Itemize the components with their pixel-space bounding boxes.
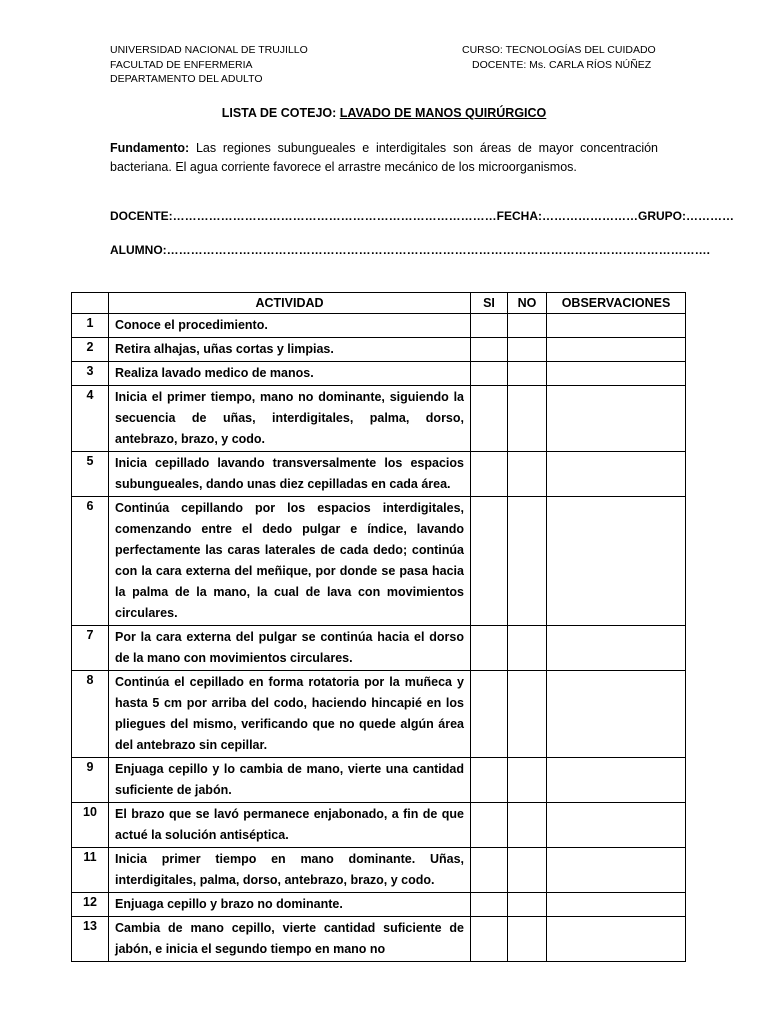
row-number: 4 [72,386,109,452]
fundamento-paragraph [110,139,658,177]
row-si-cell[interactable] [471,452,508,497]
department-name: DEPARTAMENTO DEL ADULTO [110,73,263,85]
table-row [72,671,686,758]
row-si-cell[interactable] [471,626,508,671]
table-row [72,338,686,362]
header-no: NO [508,293,547,314]
row-si-cell[interactable] [471,758,508,803]
teacher-name: DOCENTE: Ms. CARLA RÍOS NÚÑEZ [472,58,652,71]
faculty-name: FACULTAD DE ENFERMERIA [110,58,253,71]
table-row [72,848,686,893]
header-right [462,43,656,72]
row-observaciones-cell[interactable] [547,452,686,497]
row-no-cell[interactable] [508,671,547,758]
row-number: 3 [72,362,109,386]
row-si-cell[interactable] [471,803,508,848]
table-row [72,758,686,803]
row-no-cell[interactable] [508,758,547,803]
row-activity: Por la cara externa del pulgar se continúa hacia el dorso de la mano con movimientos circulares. [109,626,471,671]
row-no-cell[interactable] [508,803,547,848]
row-number: 10 [72,803,109,848]
row-si-cell[interactable] [471,314,508,338]
row-si-cell[interactable] [471,893,508,917]
row-si-cell[interactable] [471,338,508,362]
table-row [72,893,686,917]
row-number: 9 [72,758,109,803]
row-activity: Continúa el cepillado en forma rotatoria por la muñeca y hasta 5 cm por arriba del codo, haciendo hincapié en los pliegues del mismo, verificando que no quede algún área del antebrazo sin cepillar. [109,671,471,758]
row-observaciones-cell[interactable] [547,314,686,338]
row-observaciones-cell[interactable] [547,338,686,362]
table-row [72,497,686,626]
row-no-cell[interactable] [508,626,547,671]
table-row [72,803,686,848]
docente-fecha-grupo-line: DOCENTE:………………………………………………………………………FECHA:……………………GRUPO:………… [110,209,734,223]
row-activity: Enjuaga cepillo y brazo no dominante. [109,893,471,917]
row-observaciones-cell[interactable] [547,758,686,803]
row-number: 2 [72,338,109,362]
table-row [72,452,686,497]
header-actividad: ACTIVIDAD [109,293,471,314]
header-observaciones: OBSERVACIONES [547,293,686,314]
course-name: CURSO: TECNOLOGÍAS DEL CUIDADO [462,44,656,56]
row-si-cell[interactable] [471,917,508,962]
row-no-cell[interactable] [508,848,547,893]
row-activity: Conoce el procedimiento. [109,314,471,338]
row-activity: Retira alhajas, uñas cortas y limpias. [109,338,471,362]
row-number: 5 [72,452,109,497]
row-si-cell[interactable] [471,848,508,893]
row-number: 7 [72,626,109,671]
row-observaciones-cell[interactable] [547,803,686,848]
table-row [72,314,686,338]
row-activity: Inicia primer tiempo en mano dominante. Uñas, interdigitales, palma, dorso, antebrazo, brazo, y codo. [109,848,471,893]
row-activity: El brazo que se lavó permanece enjabonado, a fin de que actué la solución antiséptica. [109,803,471,848]
row-activity: Cambia de mano cepillo, vierte cantidad suficiente de jabón, e inicia el segundo tiempo en mano no [109,917,471,962]
row-si-cell[interactable] [471,386,508,452]
table-row [72,362,686,386]
row-observaciones-cell[interactable] [547,497,686,626]
document-title [0,106,768,120]
row-observaciones-cell[interactable] [547,362,686,386]
row-no-cell[interactable] [508,314,547,338]
row-observaciones-cell[interactable] [547,893,686,917]
row-no-cell[interactable] [508,338,547,362]
row-activity: Enjuaga cepillo y lo cambia de mano, vierte una cantidad suficiente de jabón. [109,758,471,803]
table-row [72,386,686,452]
row-si-cell[interactable] [471,497,508,626]
checklist-table [71,292,686,962]
row-observaciones-cell[interactable] [547,626,686,671]
row-activity: Inicia cepillado lavando transversalmente los espacios subungueales, dando unas diez cepilladas en cada área. [109,452,471,497]
header-num [72,293,109,314]
title-main: LAVADO DE MANOS QUIRÚRGICO [339,106,547,120]
row-observaciones-cell[interactable] [547,917,686,962]
row-observaciones-cell[interactable] [547,671,686,758]
row-number: 12 [72,893,109,917]
alumno-line: ALUMNO:………………………………………………………………………………………………………………………. [110,243,710,257]
header-si: SI [471,293,508,314]
row-no-cell[interactable] [508,362,547,386]
fundamento-label: Fundamento: [110,141,190,155]
row-activity: Continúa cepillando por los espacios interdigitales, comenzando entre el dedo pulgar e índice, lavando perfectamente las caras laterales de cada dedo; continúa con la cara externa del meñique, por donde se pasa hacia la palma de la mano, la cual de lava con movimientos circulares. [109,497,471,626]
row-number: 11 [72,848,109,893]
header-left [110,43,308,87]
fundamento-text: Las regiones subungueales e interdigitales son áreas de mayor concentración bacteriana. El agua corriente favorece el arrastre mecánico de los microorganismos. [110,141,658,174]
university-name: UNIVERSIDAD NACIONAL DE TRUJILLO [110,44,308,56]
table-row [72,917,686,962]
row-si-cell[interactable] [471,362,508,386]
row-activity: Inicia el primer tiempo, mano no dominante, siguiendo la secuencia de uñas, interdigitales, palma, dorso, antebrazo, brazo, y codo. [109,386,471,452]
row-observaciones-cell[interactable] [547,848,686,893]
row-number: 1 [72,314,109,338]
row-no-cell[interactable] [508,893,547,917]
row-no-cell[interactable] [508,917,547,962]
row-number: 6 [72,497,109,626]
title-prefix: LISTA DE COTEJO: [221,106,340,120]
row-number: 13 [72,917,109,962]
row-no-cell[interactable] [508,386,547,452]
row-observaciones-cell[interactable] [547,386,686,452]
row-number: 8 [72,671,109,758]
row-no-cell[interactable] [508,497,547,626]
row-no-cell[interactable] [508,452,547,497]
row-activity: Realiza lavado medico de manos. [109,362,471,386]
row-si-cell[interactable] [471,671,508,758]
table-row [72,626,686,671]
table-header-row [72,293,686,314]
